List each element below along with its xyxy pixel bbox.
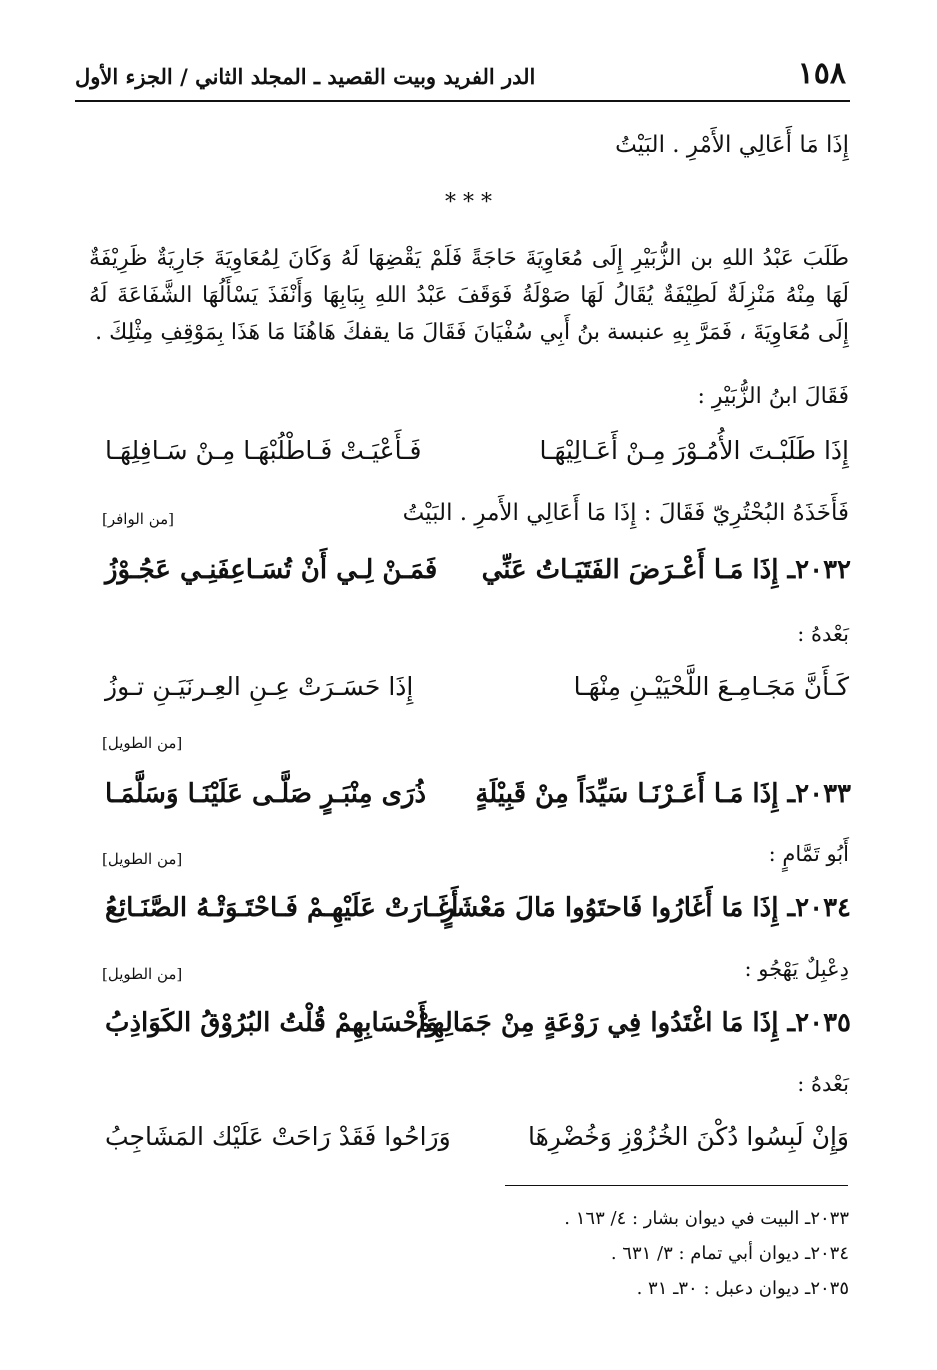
buhturi-line: فَأَخَذَهُ البُحْتُرِيّ فَقَالَ : إِذَا مَا أَعَالِي الأَمرِ . البَيْتُ	[402, 500, 849, 526]
hemistich-second: وَرَاحُوا فَقَدْ رَاحَتْ عَلَيْك المَشَاجِبُ	[105, 1122, 451, 1151]
hemistich-first: إِذَا مَـا أَعَـرْنَـا سَيِّدَاً مِنْ قَبِيْلَةٍ	[475, 779, 779, 809]
hemistich-first: إِذَا مَا أَغَارُوا فَاحتَوُوا مَالَ مَعْشَرٍ	[442, 893, 779, 923]
verse-2035	[105, 1008, 851, 1052]
footnote: ٢٠٣٥ـ ديوان دعبل : ٣٠ـ ٣١ .	[636, 1278, 849, 1299]
hemistich-second: فَمَـنْ لِـي أَنْ تُسَـاعِفَنِـي عَجُـوْزُ	[105, 555, 438, 585]
hemistich-first: وَإِنْ لَبِسُوا دُكْنَ الخُزُوْزِ وَخُضْرِهَا	[528, 1122, 849, 1151]
hemistich-second: أَغَـارَتْ عَلَيْهِـمْ فَـاحْتَـوَتْـهُ الصَّنَـائِعُ	[105, 893, 459, 923]
prose-paragraph: طَلَبَ عَبْدُ اللهِ بن الزُّبَيْرِ إِلَى مُعَاوِيَةَ حَاجَةً فَلَمْ يَقْضِهَا لَهُ وَكَانَ لِمُعَاوِيَةَ جَارِيَةٌ ظَرِيْفَةٌ لَهَا مِنْهُ مَنْزِلَةٌ لَطِيْفَةٌ يُقَالُ لَهَا صَوْلَةُ فَوَقَفَ عَبْدُ اللهِ بِبَابِهَا وَأَنْفَذَ يَسْأَلُهَا الشَّفَاعَةَ لَهُ إِلَى مُعَاوِيَةَ ، فَمَرَّ بِهِ عنبسة بنُ أَبِي سُفْيَانَ فَقَالَ مَا يقفكَ هَاهُنَا مَا هَذَا بِمَوْقِفِ مِثْلِكَ .	[89, 246, 849, 345]
verse-2034	[105, 893, 851, 937]
after-label: بَعْدهُ :	[797, 622, 849, 646]
verse-zubayr	[105, 436, 849, 480]
verse-after-2032	[105, 672, 849, 716]
intro-dibil: دِعْبِلٌ يَهْجُو :	[744, 957, 849, 981]
verse-2032	[105, 555, 851, 599]
verse-number: ٢٠٣٤ـ	[787, 893, 851, 923]
verse-after-2035	[105, 1122, 849, 1166]
verse-number: ٢٠٣٣ـ	[787, 779, 851, 809]
hemistich-first: إِذَا مَا اغْتَدُوا فِي رَوْعَةٍ مِنْ جَمَالِهِمْ	[415, 1008, 779, 1038]
running-title: الدر الفريد وبيت القصيد ـ المجلد الثاني / الجزء الأول	[75, 64, 536, 89]
hemistich-first: كَـأَنَّ مَجَـامِـعَ اللَّحْيَيْـنِ مِنْهَـا	[573, 672, 849, 701]
footnote: ٢٠٣٣ـ البيت في ديوان بشار : ٤/ ١٦٣ .	[564, 1208, 849, 1229]
hemistich-second: وَأَحْسَابِهِمْ قُلْتُ البُرُوْقُ الكَوَاذِبُ	[105, 1008, 439, 1038]
verse-number: ٢٠٣٥ـ	[787, 1008, 851, 1038]
hemistich-second: ذُرَى مِنْبَـرٍ صَلَّـى عَلَيْنَـا وَسَلَّمَـا	[105, 779, 427, 809]
intro-zubayr: فَقَالَ ابنُ الزُّبَيْرِ :	[697, 384, 849, 409]
continued-verse-line: إِذَا مَا أَعَالِي الأَمْرِ . البَيْتُ	[615, 132, 849, 158]
meter-label: [من الطويل]	[102, 850, 183, 868]
intro-abu-tammam: أَبُو تَمَّامٍ :	[768, 842, 849, 866]
meter-label: [من الطويل]	[102, 965, 183, 983]
page-header	[75, 58, 850, 102]
meter-label: [من الطويل]	[102, 734, 183, 752]
verse-2033	[105, 779, 851, 823]
hemistich-second: إِذَا حَسَـرَتْ عِـنِ العِـرنَيَـنِ تـوزُ	[105, 672, 414, 701]
page-number: ١٥٨	[797, 56, 846, 91]
hemistich-first: إِذَا طَلَبْـتَ الأُمُـوْرَ مِـنْ أَعَـالِيْهَـا	[539, 436, 849, 465]
verse-number: ٢٠٣٢ـ	[787, 555, 851, 585]
hemistich-first: إِذَا مَـا أَعْـرَضَ الفَتَيَـاتُ عَنِّي	[481, 555, 779, 585]
after-label: بَعْدهُ :	[797, 1072, 849, 1096]
meter-label: [من الوافر]	[102, 510, 175, 528]
hemistich-second: فَـأَعْيَـتْ فَـاطْلُبْهَـا مِـنْ سَـافِلِهَـا	[105, 436, 422, 465]
section-separator: * * *	[445, 190, 492, 215]
footnote-divider	[505, 1185, 848, 1186]
footnote: ٢٠٣٤ـ ديوان أبي تمام : ٣/ ٦٣١ .	[610, 1243, 849, 1264]
